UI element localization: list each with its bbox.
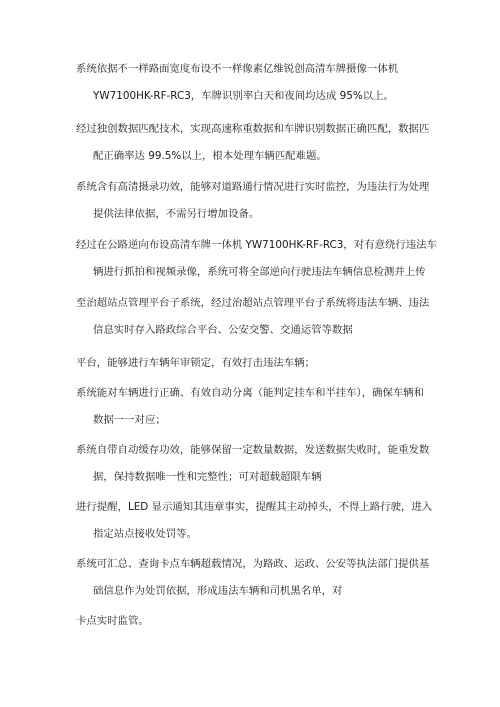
text-line: 系统含有高清摄录功效，能够对道路通行情况进行实时监控，为违法行为处理 [76,181,430,193]
text-line: 信息实时存入路政综合平台、公安交警、交通运管等数据 [93,324,353,336]
text-line: 指定站点接收处罚等。 [93,528,197,540]
text-line: 平台，能够进行车辆年审锁定，有效打击违法车辆； [76,357,315,369]
text-line: 系统依据不一样路面宽度布设不一样像素亿维锐创高清车牌摄像一体机 [76,63,399,75]
text-line: YW7100HK-RF-RC3，车牌识别率白天和夜间均达成 95%以上。 [93,90,394,102]
text-line: 系统可汇总、查询卡点车辆超载情况，为路政、运政、公安等执法部门提供基 [76,558,430,570]
text-line: 至治超站点管理平台子系统，经过治超站点管理平台子系统将违法车辆、违法 [76,297,430,309]
text-line: 数据一一对应； [93,414,166,426]
text-line: 经过独创数据匹配技术，实现高速称重数据和车牌识别数据正确匹配，数据匹 [76,123,430,135]
text-line: 据，保持数据唯一性和完整性；可对超载超限车辆 [93,471,322,483]
text-line: 进行提醒，LED 显示通知其违章事实，提醒其主动掉头，不得上路行驶，进入 [76,501,433,513]
text-line: 础信息作为处罚依据，形成违法车辆和司机黑名单，对 [93,585,343,597]
text-line: 卡点实时监管。 [76,615,149,627]
text-line: 提供法律依据，不需另行增加设备。 [93,208,260,220]
text-line: 辆进行抓拍和视频录像，系统可将全部逆向行驶违法车辆信息检测并上传 [93,266,426,278]
text-line: 经过在公路逆向布设高清车牌一体机 YW7100HK-RF-RC3，对有意绕行违法车 [76,239,437,251]
text-line: 配正确率达 99.5%以上，根本处理车辆匹配难题。 [93,150,327,162]
text-line: 系统自带自动缓存功效，能够保留一定数量数据，发送数据失败时，能重发数 [76,444,430,456]
text-line: 系统能对车辆进行正确、有效自动分离（能判定挂车和半挂车），确保车辆和 [76,387,425,399]
